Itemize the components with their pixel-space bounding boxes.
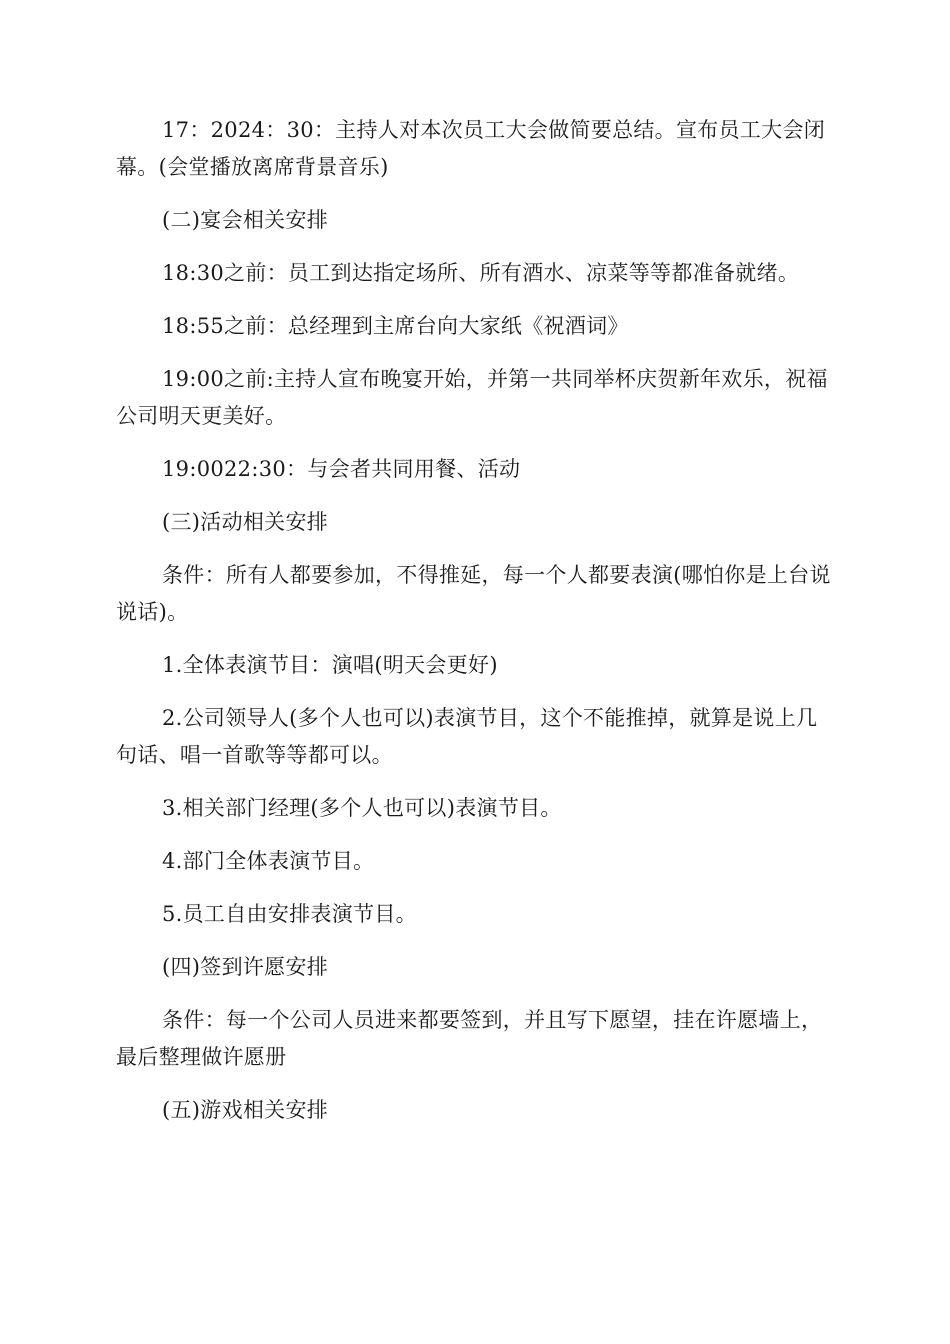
paragraph-1830: 18:30之前：员工到达指定场所、所有酒水、凉菜等等都准备就绪。	[162, 261, 800, 285]
list-item-5: 5.员工自由安排表演节目。	[162, 902, 417, 926]
section-heading-activities: (三)活动相关安排	[162, 510, 329, 534]
list-item-2: 2.公司领导人(多个人也可以)表演节目，这个不能推掉，就算是说上几句话、唱一首歌等等都可以。	[116, 706, 818, 767]
list-item-1: 1.全体表演节目：演唱(明天会更好)	[162, 653, 498, 677]
list-item-4: 4.部门全体表演节目。	[162, 849, 375, 873]
document-body	[116, 112, 836, 1145]
list-item-3: 3.相关部门经理(多个人也可以)表演节目。	[162, 796, 562, 820]
paragraph-dinner: 19:0022:30：与会者共同用餐、活动	[162, 457, 521, 481]
paragraph-1900: 19:00之前:主持人宣布晚宴开始，并第一共同举杯庆贺新年欢乐，祝福公司明天更美好。	[116, 367, 828, 428]
paragraph-signin-conditions: 条件：每一个公司人员进来都要签到，并且写下愿望，挂在许愿墙上，最后整理做许愿册	[116, 1008, 823, 1069]
section-heading-banquet: (二)宴会相关安排	[162, 208, 329, 232]
paragraph-activity-conditions: 条件：所有人都要参加，不得推延，每一个人都要表演(哪怕你是上台说说话)。	[116, 563, 831, 624]
paragraph-1855: 18:55之前：总经理到主席台向大家纸《祝酒词》	[162, 314, 629, 338]
section-heading-signin: (四)签到许愿安排	[162, 955, 329, 979]
paragraph-closing-summary: 17：2024：30：主持人对本次员工大会做简要总结。宣布员工大会闭幕。(会堂播放离席背景音乐)	[116, 118, 826, 179]
section-heading-games: (五)游戏相关安排	[162, 1098, 329, 1122]
